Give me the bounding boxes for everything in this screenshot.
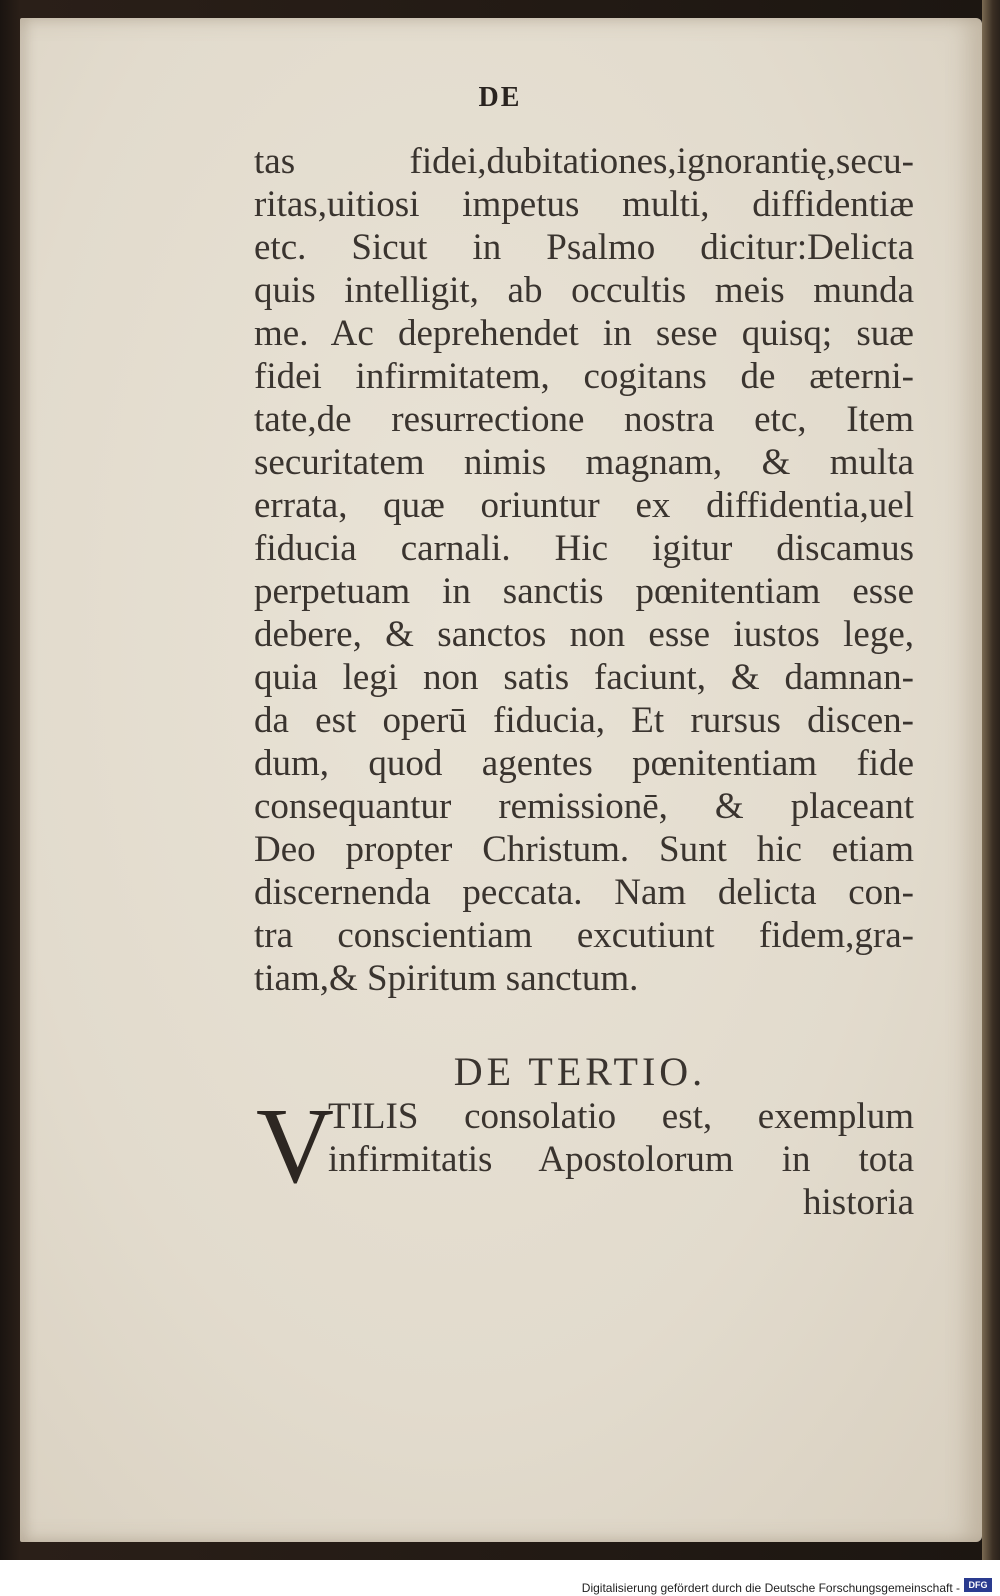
text-line: tas fidei,dubitationes,ignorantię,secu- bbox=[254, 141, 914, 182]
text-line: errata, quæ oriuntur ex diffidentia,uel bbox=[254, 485, 914, 526]
drop-cap-initial: V bbox=[256, 1087, 334, 1206]
text-line: securitatem nimis magnam, & multa bbox=[254, 442, 914, 483]
text-line: Deo propter Christum. Sunt hic etiam bbox=[254, 829, 914, 870]
section-lines bbox=[328, 1095, 914, 1224]
book-edge bbox=[982, 0, 1000, 1560]
section-paragraph bbox=[256, 1087, 916, 1235]
text-line: me. Ac deprehendet in sese quisq; suæ bbox=[254, 313, 914, 354]
text-line: consequantur remissionē, & placeant bbox=[254, 786, 914, 827]
dfg-logo: DFG bbox=[964, 1578, 992, 1592]
text-line: quis intelligit, ab occultis meis munda bbox=[254, 270, 914, 311]
text-line: discernenda peccata. Nam delicta con- bbox=[254, 872, 914, 913]
text-line: fidei infirmitatem, cogitans de æterni- bbox=[254, 356, 914, 397]
text-line: historia bbox=[803, 1182, 914, 1223]
section-heading: DE TERTIO. bbox=[453, 1049, 707, 1094]
text-line: infirmitatis Apostolorum in tota bbox=[328, 1139, 914, 1180]
text-line: tiam,& Spiritum sanctum. bbox=[254, 958, 639, 999]
text-line: dum, quod agentes pœnitentiam fide bbox=[254, 743, 914, 784]
text-line: quia legi non satis faciunt, & damnan- bbox=[254, 657, 914, 698]
text-line: tate,de resurrectione nostra etc, Item bbox=[254, 399, 914, 440]
running-head: DE bbox=[478, 82, 522, 113]
text-line: tra conscientiam excutiunt fidem,gra- bbox=[254, 915, 914, 956]
text-line: debere, & sanctos non esse iustos lege, bbox=[254, 614, 914, 655]
body-text bbox=[254, 140, 914, 1000]
text-line: etc. Sicut in Psalmo dicitur:Delicta bbox=[254, 227, 914, 268]
text-line: fiducia carnali. Hic igitur discamus bbox=[254, 528, 914, 569]
text-line: perpetuam in sanctis pœnitentiam esse bbox=[254, 571, 914, 612]
funding-credit: Digitalisierung gefördert durch die Deutsche Forschungsgemeinschaft - bbox=[581, 1581, 960, 1595]
text-line: ritas,uitiosi impetus multi, diffidentiæ bbox=[254, 184, 914, 225]
text-line: da est operū fiducia, Et rursus discen- bbox=[254, 700, 914, 741]
text-line: TILIS consolatio est, exemplum bbox=[328, 1096, 914, 1137]
